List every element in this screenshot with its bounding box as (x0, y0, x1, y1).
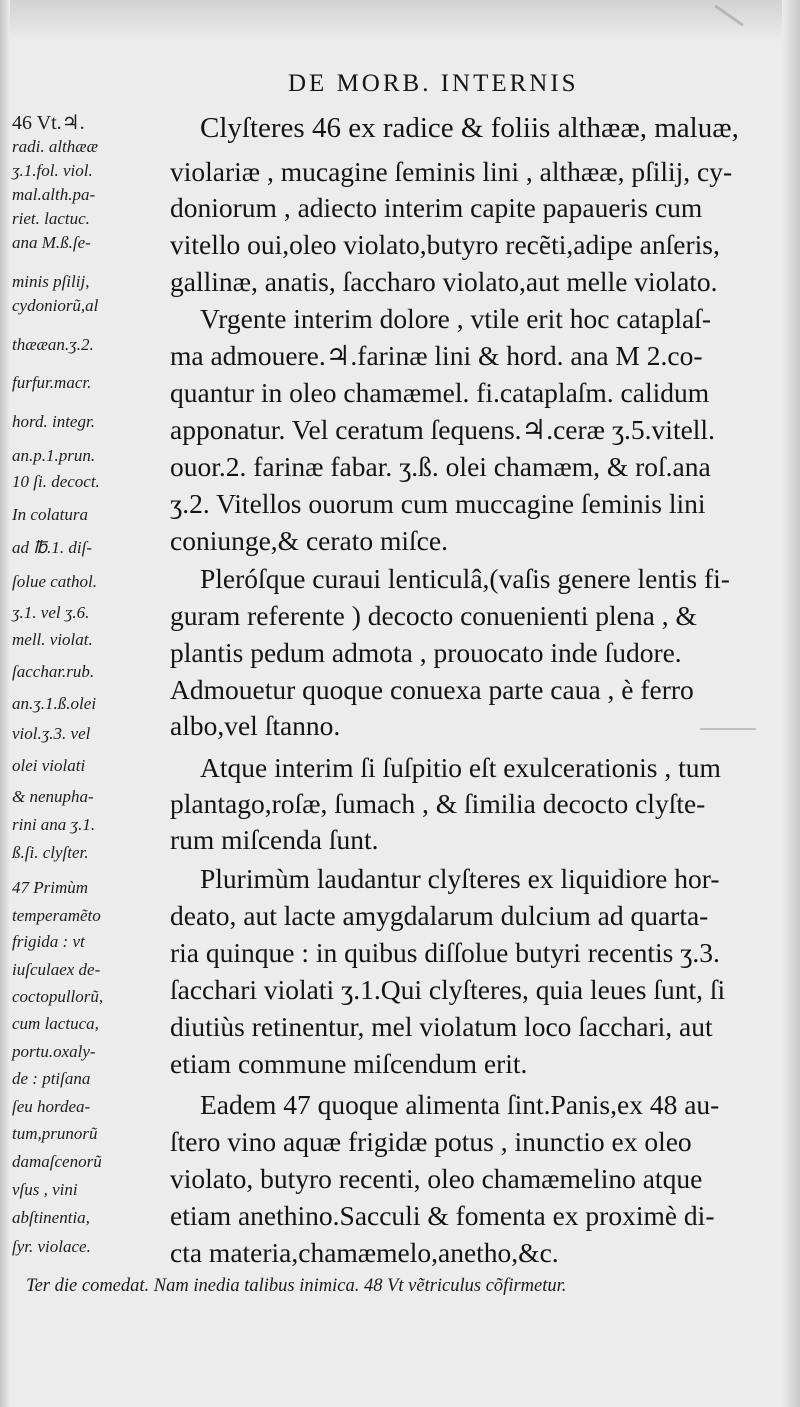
margin-note-line: coctopullorũ, (12, 987, 104, 1006)
body-line: coniunge,& cerato miſce. (170, 525, 448, 556)
margin-note-line: viol.ʒ.3. vel (12, 724, 91, 743)
body-line: ſacchari violati ʒ.1.Qui clyſteres, quia leues ſunt, ſi (170, 974, 726, 1005)
body-line: violariæ , mucagine ſeminis lini , althææ, pſilij, cy- (170, 156, 733, 187)
margin-note-line: minis pſilij, (12, 272, 90, 291)
body-line: Admouetur quoque conuexa parte caua , è ferro (170, 674, 694, 705)
scan-shadow-left (0, 0, 10, 1407)
body-line: violato, butyro recenti, oleo chamæmelino atque (170, 1163, 703, 1194)
margin-note-line: rini ana ʒ.1. (12, 815, 96, 834)
margin-note-line: mell. violat. (12, 630, 93, 649)
margin-note-line: cum lactuca, (12, 1014, 99, 1033)
margin-note-line: ʒ.1. vel ʒ.6. (12, 603, 90, 622)
body-line: ʒ.2. Vitellos ouorum cum muccagine ſeminis lini (170, 488, 706, 519)
ink-smudge (700, 728, 756, 730)
body-line: etiam anethino.Sacculi & fomenta ex proximè di- (170, 1200, 715, 1231)
body-line: Eadem 47 quoque alimenta ſint.Panis,ex 48 au- (200, 1089, 720, 1120)
body-line: guram referente ) decocto conuenienti plena , & (170, 600, 697, 631)
body-line: Plurimùm laudantur clyſteres ex liquidiore hor- (200, 863, 720, 894)
margin-note-line: In colatura (12, 505, 89, 524)
body-line: deato, aut lacte amygdalarum dulcium ad quarta- (170, 900, 709, 931)
margin-note-line: vſus , vini (12, 1180, 78, 1199)
margin-note-line: ana M.ß.ſe- (12, 233, 91, 252)
margin-note-line: hord. integr. (12, 412, 95, 431)
margin-note-line: abſtinentia, (12, 1208, 90, 1227)
body-line: plantago,roſæ, ſumach , & ſimilia decocto clyſte- (170, 788, 706, 819)
margin-note-line: iuſculaex de- (12, 960, 101, 979)
margin-note-line: damaſcenorũ (12, 1152, 102, 1171)
margin-note-line: cydoniorũ,al (12, 296, 99, 315)
margin-note-line: de : ptiſana (12, 1069, 91, 1088)
body-line: ſtero vino aquæ frigidæ potus , inunctio ex oleo (170, 1126, 692, 1157)
body-line: cta materia,chamæmelo,anetho,&c. (170, 1237, 559, 1268)
margin-note-line: ſeu hordea- (12, 1097, 91, 1116)
margin-note-line: temperamẽto (12, 906, 101, 925)
scan-shadow-top (0, 0, 800, 42)
margin-note-line: furfur.macr. (12, 373, 92, 392)
margin-note-line: frigida : vt (12, 932, 85, 951)
margin-note-line: olei violati (12, 756, 86, 775)
margin-note-line: ſolue cathol. (12, 572, 97, 591)
body-line: Clyſteres 46 ex radice & foliis althææ, maluæ, (200, 112, 739, 144)
body-line: plantis pedum admota , prouocato inde ſudore. (170, 637, 682, 668)
margin-note-line: an.ʒ.1.ß.olei (12, 694, 97, 713)
margin-note-line: tum,prunorũ (12, 1124, 98, 1143)
margin-note-line: radi. althææ (12, 137, 98, 156)
body-line: quantur in oleo chamæmel. fi.cataplaſm. calidum (170, 377, 710, 408)
body-line: Atque interim ſi ſuſpitio eſt exulcerationis , tum (200, 752, 721, 783)
body-line: diutiùs retinentur, mel violatum loco ſacchari, aut (170, 1011, 713, 1042)
body-line: gallinæ, anatis, ſaccharo violato,aut melle violato. (170, 266, 718, 297)
margin-note-line: ad ℔.1. diſ- (12, 538, 93, 557)
margin-note-line: ʒ.1.fol. viol. (12, 161, 93, 180)
margin-note-line: portu.oxaly- (12, 1042, 96, 1061)
margin-note-line: ſyr. violace. (12, 1237, 91, 1256)
body-line: etiam commune miſcendum erit. (170, 1048, 528, 1079)
margin-note-line: ſacchar.rub. (12, 662, 95, 681)
margin-note-line: 10 ſi. decoct. (12, 472, 100, 491)
body-line: apponatur. Vel ceratum ſequens.♃.ceræ ʒ.5.vitell. (170, 414, 715, 445)
body-line: Vrgente interim dolore , vtile erit hoc cataplaſ- (200, 303, 711, 334)
margin-note-line: 46 Vt.♃. (12, 112, 85, 134)
body-line: ria quinque : in quibus diſſolue butyri recentis ʒ.3. (170, 937, 720, 968)
body-line: rum miſcenda ſunt. (170, 824, 379, 855)
body-line: albo,vel ſtanno. (170, 710, 341, 741)
body-line: ouor.2. farinæ fabar. ʒ.ß. olei chamæm, & roſ.ana (170, 451, 711, 482)
margin-note-line: & nenupha- (12, 787, 94, 806)
margin-note-line: an.p.1.prun. (12, 446, 96, 465)
margin-note-line: ß.ſi. clyſter. (12, 843, 89, 862)
running-head: DE MORB. INTERNIS (288, 70, 579, 97)
scan-shadow-right (782, 0, 800, 1407)
bottom-margin-note: Ter die comedat. Nam inedia talibus inimica. 48 Vt vẽtriculus cõfirmetur. (26, 1276, 567, 1296)
body-line: vitello oui,oleo violato,butyro recẽti,adipe anſeris, (170, 229, 720, 260)
body-line: doniorum , adiecto interim capite papaueris cum (170, 192, 703, 223)
body-line: Pleróſque curaui lenticulâ,(vaſis genere lentis fi- (200, 563, 730, 594)
margin-note-line: mal.alth.pa- (12, 185, 96, 204)
body-line: ma admouere.♃.farinæ lini & hord. ana M 2.co- (170, 340, 703, 371)
margin-note-line: thææan.ʒ.2. (12, 335, 94, 354)
margin-note-line: 47 Primùm (12, 878, 89, 897)
margin-note-line: riet. lactuc. (12, 209, 90, 228)
